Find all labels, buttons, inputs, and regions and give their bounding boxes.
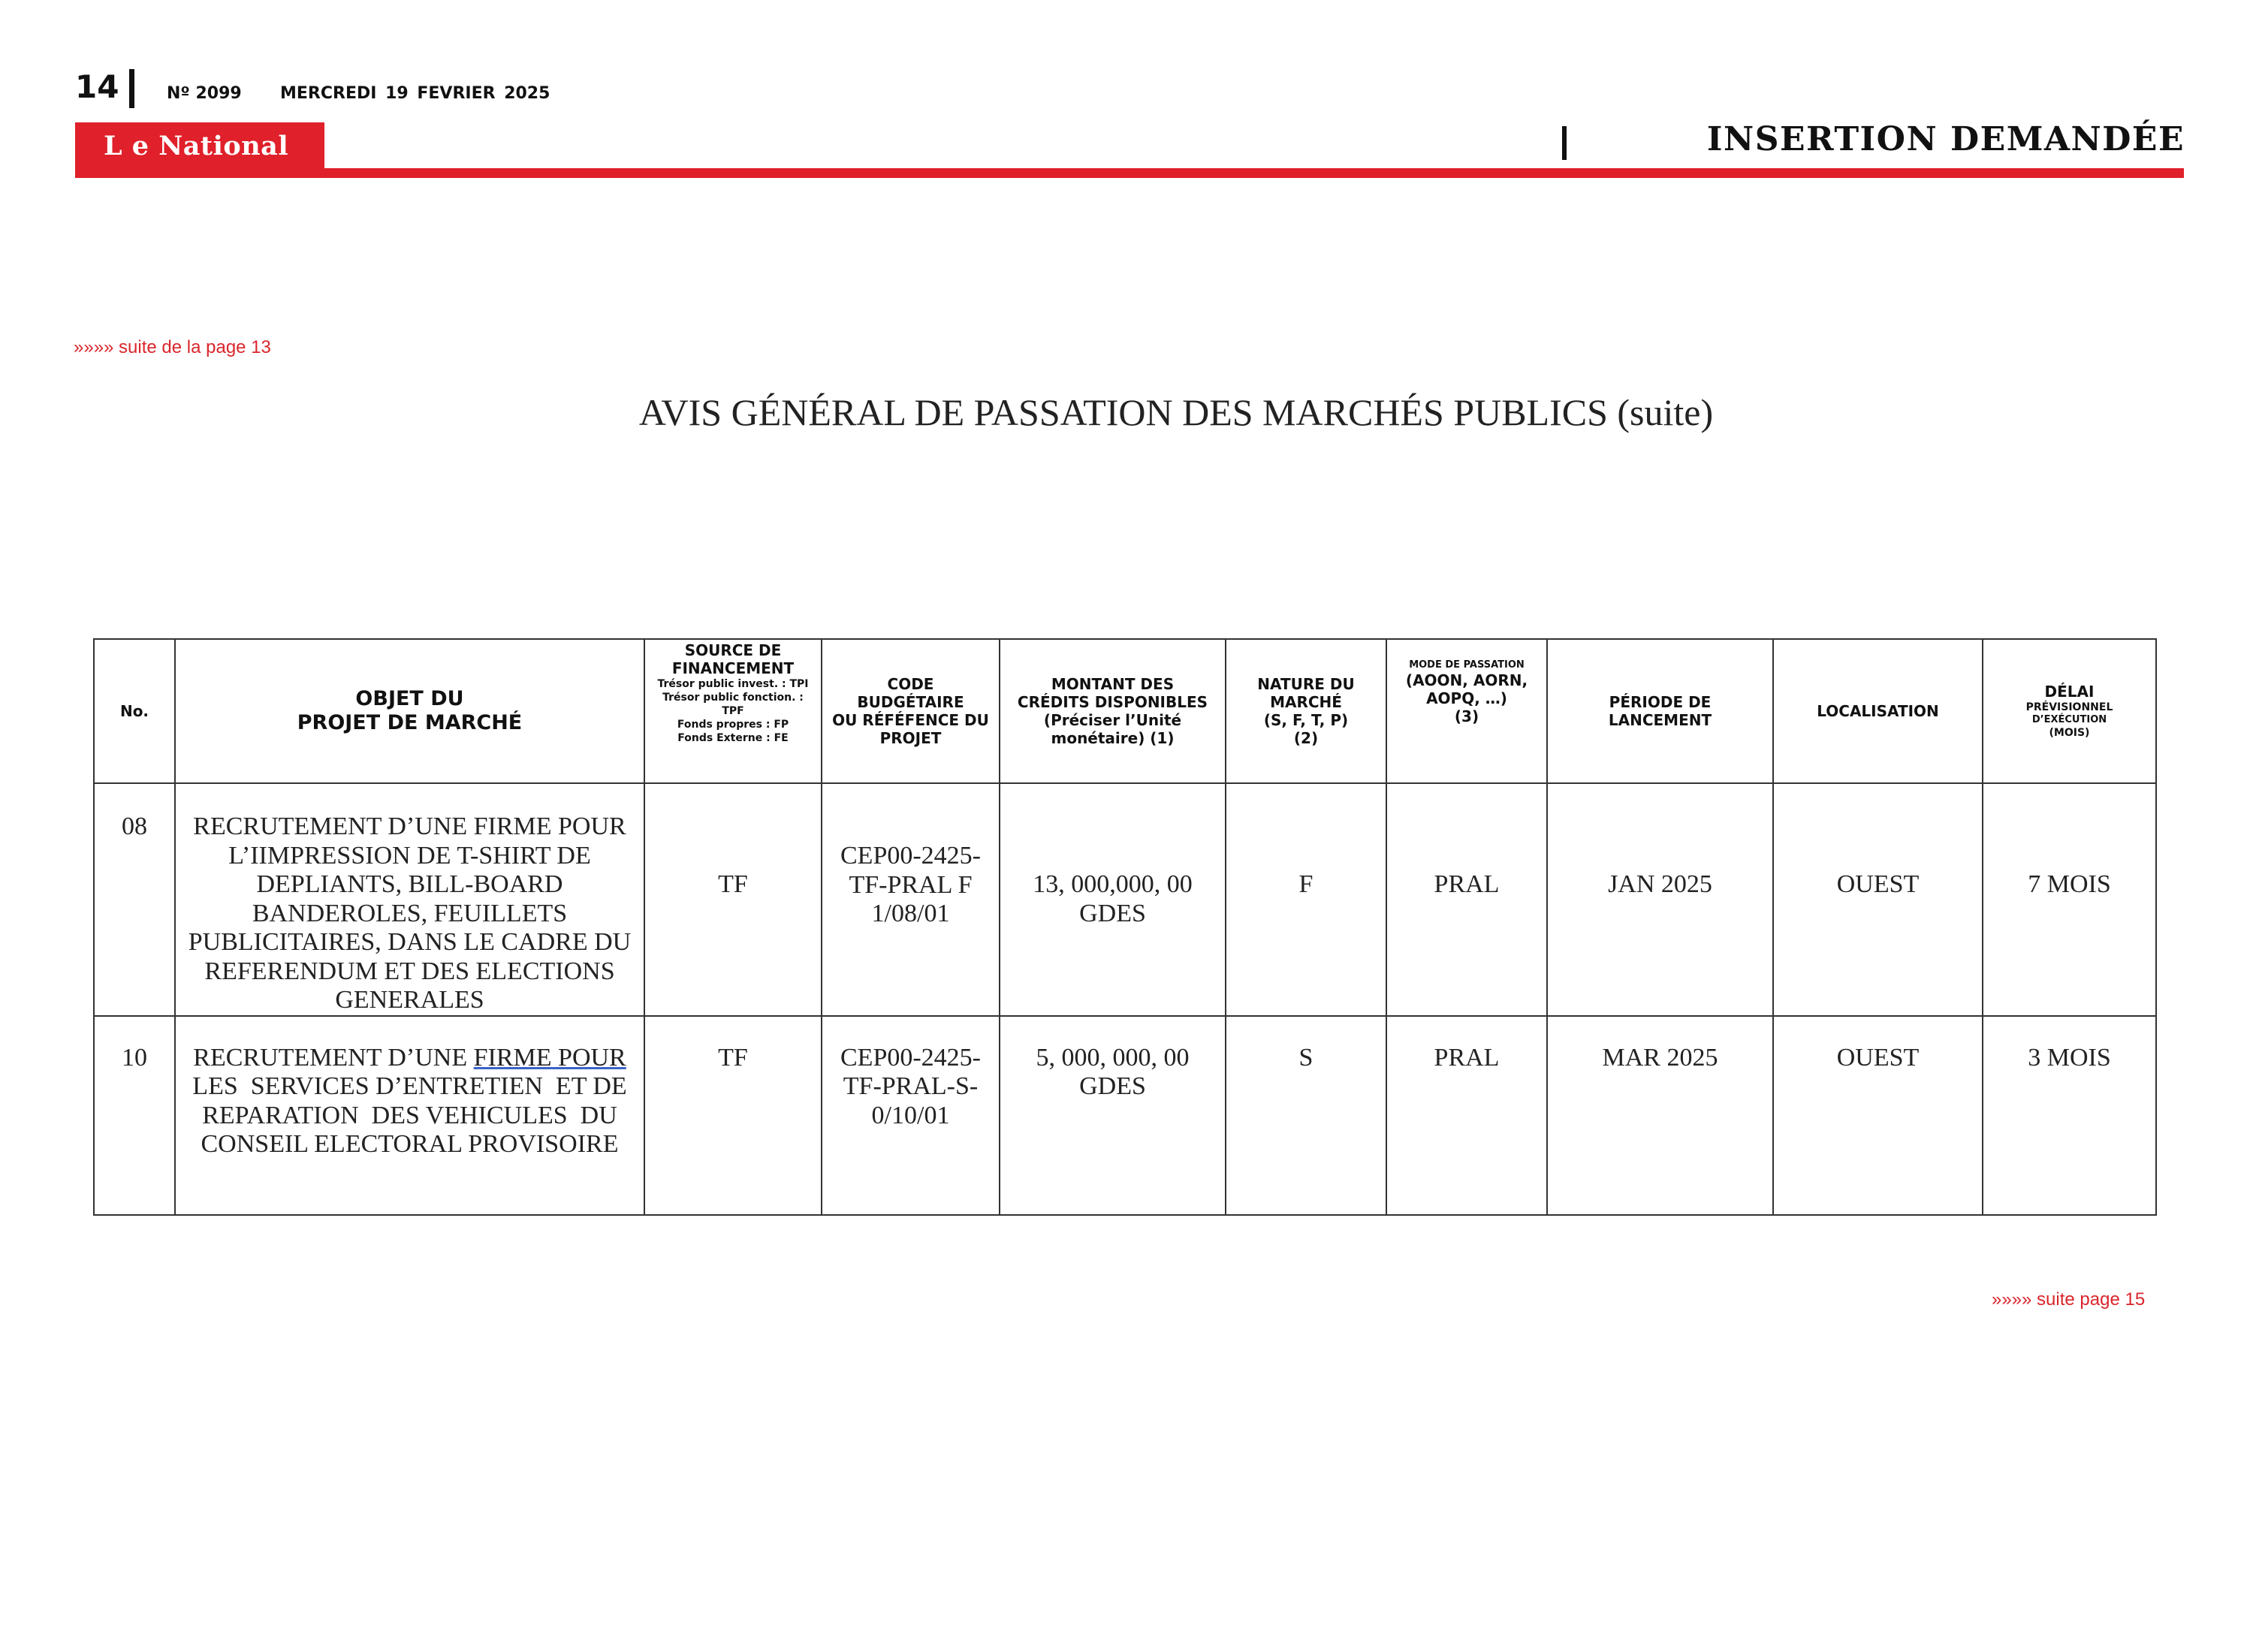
cell-delai: 7 MOIS (1983, 783, 2156, 1016)
cell-source: TF (644, 783, 822, 1016)
continued-from: »»»» suite de la page 13 (74, 337, 271, 357)
header-nature: NATURE DU MARCHÉ (S, F, T, P) (2) (1226, 639, 1386, 783)
issue-date: MERCREDI 19 FEVRIER 2025 (280, 84, 550, 103)
procurement-table (93, 638, 2157, 1216)
section-divider (1562, 126, 1567, 160)
cell-periode: MAR 2025 (1547, 1016, 1773, 1215)
cell-no: 10 (94, 1016, 175, 1215)
cell-nature: F (1226, 783, 1386, 1016)
cell-source: TF (644, 1016, 822, 1215)
table-row (94, 1016, 2156, 1215)
cell-mode: PRAL (1386, 1016, 1547, 1215)
cell-code: CEP00-2425- TF-PRAL-S- 0/10/01 (822, 1016, 1000, 1215)
page-number-divider (129, 69, 134, 108)
cell-nature: S (1226, 1016, 1386, 1215)
cell-delai: 3 MOIS (1983, 1016, 2156, 1215)
table-row (94, 783, 2156, 1016)
header-localisation: LOCALISATION (1773, 639, 1983, 783)
cell-montant: 13, 000,000, 00 GDES (1000, 783, 1226, 1016)
table-header-row (94, 639, 2156, 783)
header-rule (75, 168, 2184, 178)
page-number: 14 (75, 68, 119, 105)
header-mode: MODE DE PASSATION (AOON, AORN, AOPQ, …) (3) (1386, 639, 1547, 783)
cell-objet: RECRUTEMENT D’UNE FIRME POUR LES SERVICES D’ENTRETIEN ET DE REPARATION DES VEHICULES DU CONSEIL ELECTORAL PROVISOIRE (175, 1016, 644, 1215)
header-no: No. (94, 639, 175, 783)
header-delai: DÉLAI PRÉVISIONNEL D’EXÉCUTION (MOIS) (1983, 639, 2156, 783)
cell-localisation: OUEST (1773, 1016, 1983, 1215)
cell-montant: 5, 000, 000, 00 GDES (1000, 1016, 1226, 1215)
newspaper-name: L e National (104, 131, 289, 161)
cell-no: 08 (94, 783, 175, 1016)
cell-code: CEP00-2425- TF-PRAL F 1/08/01 (822, 783, 1000, 1016)
cell-localisation: OUEST (1773, 783, 1983, 1016)
cell-objet: RECRUTEMENT D’UNE FIRME POUR L’IIMPRESSION DE T-SHIRT DE DEPLIANTS, BILL-BOARD BANDEROLES, FEUILLETS PUBLICITAIRES, DANS LE CADRE DU REFERENDUM ET DES ELECTIONS GENERALES (175, 783, 644, 1016)
header-source: SOURCE DE FINANCEMENT Trésor public invest. : TPI Trésor public fonction. : TPF Fonds propres : FP Fonds Externe : FE (644, 639, 822, 783)
header-code: CODE BUDGÉTAIRE OU RÉFÉFENCE DU PROJET (822, 639, 1000, 783)
header-objet: OBJET DU PROJET DE MARCHÉ (175, 639, 644, 783)
cell-periode: JAN 2025 (1547, 783, 1773, 1016)
issue-number: Nº 2099 (167, 84, 242, 103)
section-title: INSERTION DEMANDÉE (1706, 120, 2185, 158)
underlined-text: FIRME POUR (473, 1043, 626, 1072)
header-montant: MONTANT DES CRÉDITS DISPONIBLES (Préciser l’Unité monétaire) (1) (1000, 639, 1226, 783)
header-periode: PÉRIODE DE LANCEMENT (1547, 639, 1773, 783)
continued-on: »»»» suite page 15 (1992, 1289, 2146, 1310)
notice-title: AVIS GÉNÉRAL DE PASSATION DES MARCHÉS PUBLICS (suite) (638, 391, 1714, 433)
cell-mode: PRAL (1386, 783, 1547, 1016)
